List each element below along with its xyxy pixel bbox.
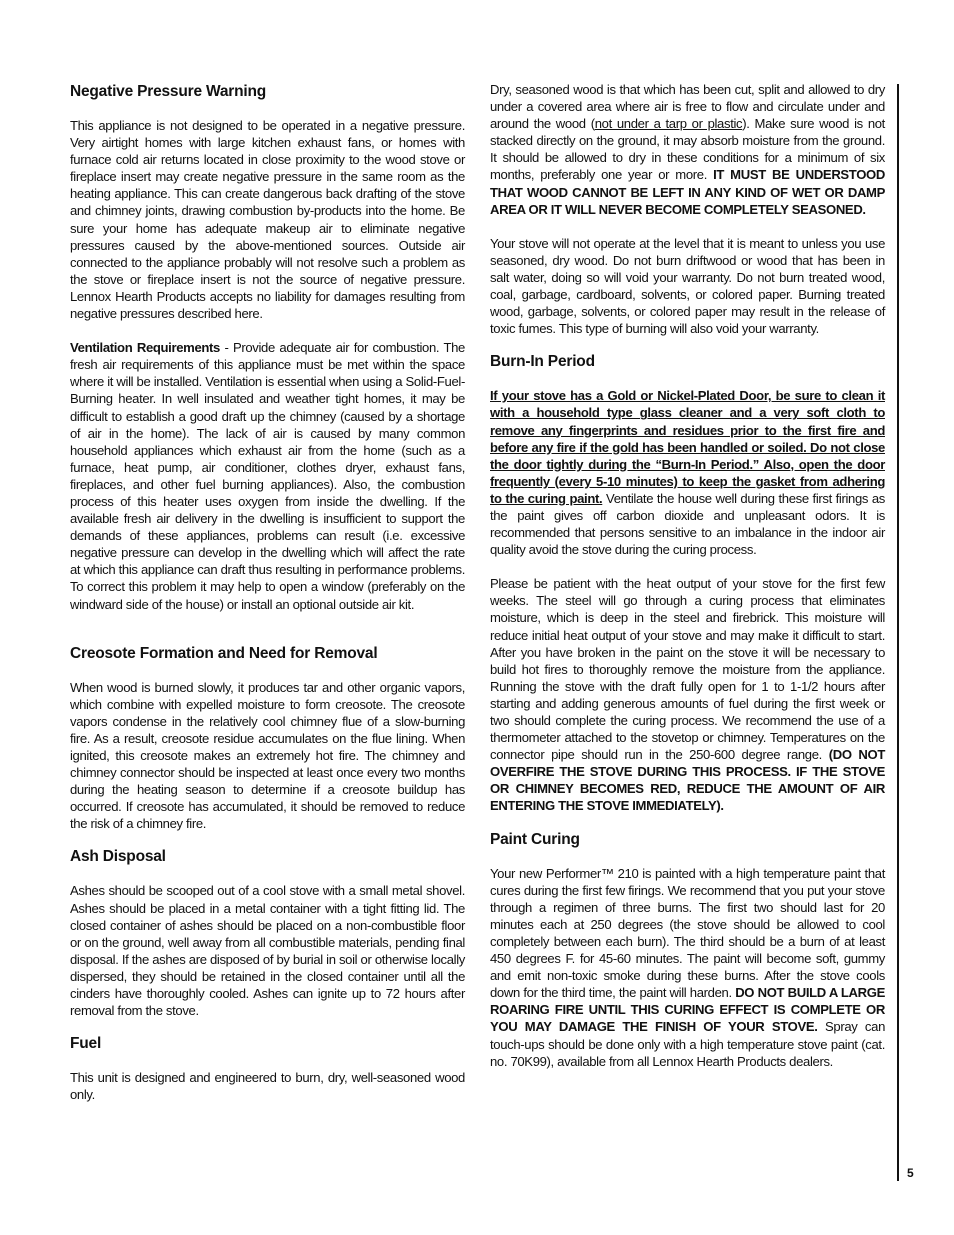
left-column [70, 82, 465, 1103]
patience-text: Please be patient with the heat output of your stove for the first few weeks. The steel will go through a curing process that eliminates moisture, which is deep in the steel and firebrick. This moisture will reduce initial heat output of your stove and may make it difficult to start. After you have broken in the paint on the stove it will be necessary to build hot fires to thoroughly remove the moisture from the appliance. Running the stove with the draft fully open for 1 to 1-1/2 hours after starting and adding generous amounts of fuel during the first week or two should complete the curing process. We recommend the use of a thermometer attached to the stovetop or chimney. Temperatures on the connector pipe should run in the 250-600 degree range. [490, 576, 885, 763]
heading-burn-in: Burn-In Period [490, 353, 595, 371]
paragraph-dry-wood [490, 81, 885, 218]
paragraph-seasoned-wood: Your stove will not operate at the level that it is meant to unless you use seasoned, dry wood. Do not burn driftwood or wood that has been in salt water, doing so will void your warranty. Do not burn treated wood, coal, garbage, cardboard, solvents, or colored paper. Burning treated wood, garbage, solvents, or colored paper may result in the release of toxic fumes. This type of burning will also void your warranty. [490, 235, 885, 337]
dry-wood-underlined: not under a tarp or plastic [594, 116, 743, 132]
paragraph-paint-curing [490, 865, 885, 1070]
dry-wood-text-b: ). Make sure wood is not stacked directly on the ground, it may absorb moisture from the ground. It should be allowed to dry in these conditions for a minimum of six months, preferably one year or more. [490, 116, 885, 183]
page-number: 5 [907, 1166, 914, 1180]
paragraph-patience [490, 575, 885, 814]
overfire-warning: (DO NOT OVERFIRE THE STOVE DURING THIS PROCESS. IF THE STOVE OR CHIMNEY BECOMES RED, REDUCE THE AMOUNT OF AIR ENTERING THE STOVE IMMEDIATELY). [490, 747, 886, 814]
heading-ash-disposal: Ash Disposal [70, 848, 166, 866]
heading-creosote: Creosote Formation and Need for Removal [70, 644, 378, 662]
heading-fuel: Fuel [70, 1035, 102, 1053]
right-column [490, 81, 885, 1070]
margin-rule [897, 84, 899, 1181]
paint-curing-text-a: Your new Performer™ 210 is painted with a high temperature paint that cures during the first few firings. We recommend that you put your stove through a regimen of three burns. The first two should last for 20 minutes each at 250 degrees (the stove should be allowed to cool completely between each burn). The third should be a burn of at least 450 degrees F. for 45-60 minutes. The paint will become soft, gummy and emit non-toxic smoke during these burns. After the stove cools down for the third time, the paint will harden. [490, 865, 885, 1001]
paint-curing-text-b: Spray can touch-ups should be done only with a high temperature stove paint (cat. no. 70K99), available from all Lennox Hearth Products dealers. [490, 1019, 885, 1069]
paragraph-fuel: This unit is designed and engineered to burn, dry, well-seasoned wood only. [70, 1070, 465, 1103]
heading-paint-curing: Paint Curing [490, 830, 580, 848]
paragraph-ash-disposal: Ashes should be scooped out of a cool stove with a small metal shovel. Ashes should be placed in a metal container with a tight fitting lid. The closed container of ashes should be placed on a non-combustible floor or on the ground, well away from all combustible materials, pending final disposal. If the ashes are disposed of by burial in soil or otherwise locally dispersed, they should be retained in the closed container until all the cinders have thoroughly cooled. Ashes can ignite up to 72 hours after removal from the stove. [70, 883, 465, 1019]
dry-wood-text-a: Dry, seasoned wood is that which has been cut, split and allowed to dry under a covered area where air is free to flow and circulate under and around the wood ( [490, 82, 885, 132]
dry-wood-warning: IT MUST BE UNDERSTOOD THAT WOOD CANNOT BE LEFT IN ANY KIND OF WET OR DAMP AREA OR IT WILL NEVER BECOME COMPLETELY SEASONED. [490, 167, 885, 217]
paint-curing-warning: DO NOT BUILD A LARGE ROARING FIRE UNTIL THIS CURING EFFECT IS COMPLETE OR YOU MAY DAMAGE THE FINISH OF YOUR STOVE. [490, 985, 885, 1035]
heading-negative-pressure: Negative Pressure Warning [70, 83, 266, 100]
burn-in-warning: If your stove has a Gold or Nickel-Plated Door, be sure to clean it with a household type glass cleaner and a very soft cloth to remove any fingerprints and residues prior to the first fire and before any fire if the gold has been handled or soiled. Do not close the door tightly during the “Burn-In Period.” Also, open the door frequently (every 5-10 minutes) to keep the gasket from adhering to the curing paint. [490, 388, 885, 506]
paragraph-negative-pressure: This appliance is not designed to be operated in a negative pressure. Very airtight homes with large kitchen exhaust fans, or homes with furnace cold air returns located in close proximity to the wood stove or fireplace insert may create negative pressure in the same room as the heating appliance. This can create dangerous back drafting of the stove and chimney joints, drawing combustion by-products into the home. Be sure your home has adequate makeup air to eliminate negative pressures caused by the above-mentioned sources. Outside air connected to the appliance probably will not resolve such a problem as the stove or fireplace insert is not the source of negative pressure. Lennox Hearth Products accepts no liability for damages resulting from negative pressures described here. [70, 118, 465, 322]
paragraph-ventilation [70, 339, 465, 613]
paragraph-creosote: When wood is burned slowly, it produces tar and other organic vapors, which combine with expelled moisture to form creosote. The creosote vapors condense in the relatively cool chimney flue of a slow-burning fire. As a result, creosote residue accumulates on the flue lining. When ignited, this creosote makes an extremely hot fire. The chimney and chimney connector should be inspected at least once every two months during the heating season to determine if a creosote buildup has occurred. If creosote has accumulated, it should be removed to reduce the risk of a chimney fire. [70, 679, 465, 832]
paragraph-burn-in [490, 387, 885, 558]
ventilation-text: - Provide adequate air for combustion. The fresh air requirements of this appliance must be met within the space where it will be installed. Ventilation is essential when using a Solid-Fuel-Burning heater. In well insulated and weather tight homes, it may be difficult to establish a good draft up the chimney (caused by a shortage of air in the home). The lack of air is caused by many common household appliances which exhaust air from the home (such as a furnace, heat pump, air conditioner, clothes dryer, exhaust fans, fireplaces, and other fuel burning appliances). Also, the combustion process of this heater uses oxygen from inside the dwelling. If the available fresh air delivery in the dwelling is insufficient to support the demands of these appliances, problems can result (i.e. excessive negative pressure can develop in the dwelling which will affect the rate at which this appliance can draft thus resulting in performance problems. To correct this problem it may help to open a window (preferably on the windward side of the house) or install an optional outside air kit. [70, 340, 465, 612]
ventilation-lead: Ventilation Requirements [70, 340, 220, 356]
burn-in-text: Ventilate the house well during these first firings as the paint gives off carbon dioxide and unpleasant odors. It is recommended that persons sensitive to an imbalance in the indoor air quality avoid the stove during the curing process. [490, 490, 886, 558]
